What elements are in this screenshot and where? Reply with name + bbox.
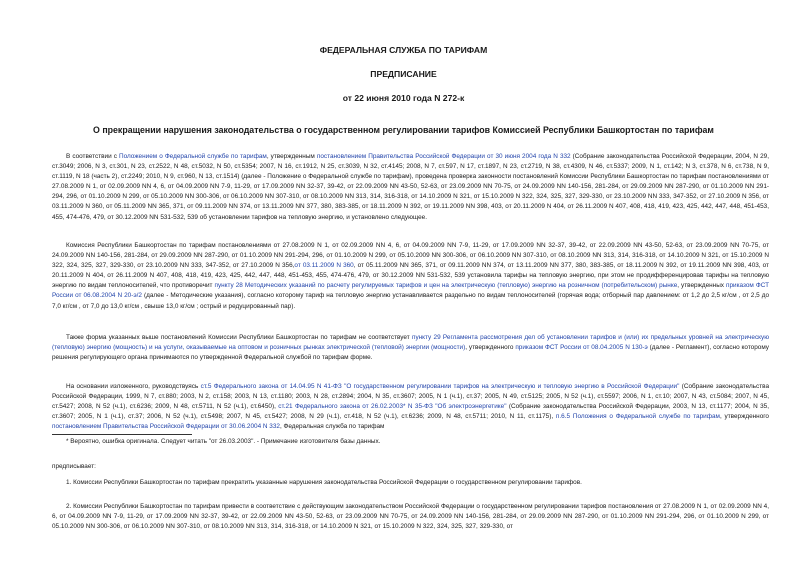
footnote: * Вероятно, ошибка оригинала. Следует читать "от 26.03.2003". - Примечание изготовителя базы данных. <box>66 438 381 445</box>
paragraph-intro: В соответствии с Положением о Федеральной службе по тарифам, утвержденным постановлением Правительства Российской Федерации от 30 июня 2004 года N 332 (Собрание законодательства Российской Федерации, 2004, N 29, ст.3049; 2006, N 3, ст.301, N 23, ст.2522, N 48, ст.5032, N 50, ст.5354; 2007, N 16, ст.1912, N 25, ст.3039, N 32, ст.4145; 2008, N 7, ст.597, N 17, ст.1897, N 23, ст.2719, N 38, ст.4309, N 46, ст.5337; 2009, N 1, ст.142; N 3, ст.378, N 6, ст.738, N 9, ст.1119, N 18 (часть 2), ст.2249; 2010, N 9, ст.960, N 13, ст.1514) (далее - Положение о Федеральной службе по тарифам), проведена проверка законности постановлений Комиссии Республики Башкортостан по тарифам постановлениями от 27.08.2009 N 1, от 02.09.2009 NN 4, 6, от 04.09.2009 NN 7-9, 11-29, от 17.09.2009 NN 32-37, 39-42, от 22.09.2009 NN 43-50, 52-63, от 23.09.2009 NN 70-75, от 24.09.2009 NN 140-156, 281-284, от 29.09.2009 NN 287-290, от 01.10.2009 NN 291-294, 296, от 01.10.2009 N 299, от 05.10.2009 NN 300-306, от 06.10.2009 NN 307-310, от 08.10.2009 NN 313, 314, 316-318, от 14.10.2009 N 321, от 15.10.2009 N 322, 324, 325, 327, 329-330, от 23.10.2009 NN 333, 347-352, от 27.10.2009 N 356, от 03.11.2009 N 360, от 05.11.2009 NN 365, 371, от 09.11.2009 NN 374, от 13.11.2009 NN 377, 380, 383-385, от 18.11.2009 N 392, от 19.11.2009 NN 398, 403, от 20.11.2009 N 404, от 26.11.2009 N 407, 408, 418, 419, 423, 425, 442, 447, 448, 451-453, 455, 474-476, 479, от 30.12.2009 NN 531-532, 539 об установлении тарифов на тепловую энергию, и установлено следующее. <box>52 153 769 221</box>
paragraph-violation-form: Также форма указанных выше постановлений Комиссии Республики Башкортостан по тарифам не соответствует пункту 29 Регламента рассмотрения дел об установлении тарифов и (или) их предельных уровней на электрическую (тепловую) энергию (мощность) и на услуги, оказываемые на оптовом и розничных рынках электрической (тепловой) энергии (мощности), утвержденного приказом ФСТ России от 08.04.2005 N 130-э (далее - Регламент), согласно которому решения регулирующего органа принимаются по утвержденной Федеральной службой по тарифам форме. <box>52 334 770 362</box>
document-kind-heading: ПРЕДПИСАНИЕ <box>370 69 437 79</box>
link-fst-regulation[interactable]: Положением о Федеральной службе по тарифам <box>118 153 267 160</box>
link-regulation-p29[interactable]: пункту 29 Регламента рассмотрения дел об установлении тарифов и (или) их предельных уровней на электрическую (тепловую) энергию (мощность) и на услуги, оказываемые на оптовом и розничных рынках электрической (тепловой) энергии (мощности) <box>52 334 769 352</box>
document-title: О прекращении нарушения законодательства о государственном регулировании тарифов Комиссией Республики Башкортостан по тарифам <box>93 125 714 135</box>
link-law-35fz-art21[interactable]: ст.21 Федерального закона от 26.02.2003* N 35-ФЗ "Об электроэнергетике" <box>278 403 507 411</box>
link-fst-order-20e2[interactable]: приказом ФСТ России от 06.08.2004 N 20-э/2 <box>52 282 769 300</box>
link-government-decree-332[interactable]: постановлением Правительства Российской Федерации от 30 июня 2004 года N 332 <box>316 153 571 160</box>
link-fst-regulation-p65[interactable]: п.6.5 Положения о Федеральной службе по тарифам <box>555 413 720 421</box>
link-government-decree-332-b[interactable]: постановлением Правительства Российской Федерации от 30.06.2004 N 332 <box>52 423 280 431</box>
link-law-41fz-art5[interactable]: ст.5 Федерального закона от 14.04.95 N 41-ФЗ "О государственном регулировании тарифов на электрическую и тепловую энергию в Российской Федерации" <box>200 383 680 390</box>
paragraph-item-1: 1. Комиссии Республики Башкортостан по тарифам прекратить указанные нарушения законодательства Российской Федерации о государственном регулировании тарифов. <box>66 479 582 486</box>
paragraph-item-2: 2. Комиссии Республики Башкортостан по тарифам привести в соответствие с действующим законодательством Российской Федерации о государственном регулировании тарифов постановления от 27.08.2009 N 1, от 02.09.2009 NN 4, 6, от 04.09.2009 NN 7-9, 11-29, от 17.09.2009 NN 32-37, 39-42, от 22.09.2009 NN 43-50, 52-63, от 23.09.2009 NN 70-75, от 24.09.2009 NN 140-156, 281-284, от 29.09.2009 NN 287-290, от 01.10.2009 NN 291-294, 296, от 01.10.2009 N 299, от 05.10.2009 NN 300-306, от 06.10.2009 NN 307-310, от 08.10.2009 NN 313, 314, 316-318, от 14.10.2009 N 321, от 15.10.2009 N 322, 324, 325, 327, 329-330, от <box>52 503 769 531</box>
link-decree-360[interactable]: от 03.11.2009 N 360 <box>294 262 354 270</box>
link-fst-order-130e[interactable]: приказом ФСТ России от 08.04.2005 N 130-э <box>515 344 648 352</box>
agency-heading: ФЕДЕРАЛЬНАЯ СЛУЖБА ПО ТАРИФАМ <box>319 45 488 55</box>
document-date-number: от 22 июня 2010 года N 272-к <box>342 93 465 103</box>
paragraph-prescribes: предписывает: <box>52 463 96 470</box>
paragraph-legal-basis: На основании изложенного, руководствуясь ст.5 Федерального закона от 14.04.95 N 41-ФЗ "О государственном регулировании тарифов на электрическую и тепловую энергию в Российской Федерации" (Собрание законодательства Российской Федерации, 1999, N 7, ст.880; 2003, N 2, ст.158; 2003, N 13, ст.1180; 2003, N 28, ст.2894; 2004, N 35, ст.3607; 2005, N 1 (ч.1), ст.37; 2005, N 49, ст.5125; 2005, N 52 (ч.1), ст.5597; 2006, N 1, ст.10; 2007, N 43, ст.5084; 2007, N 45, ст.5427; 2008, N 52 (ч.1), ст.6236; 2009, N 48, ст.5711, N 52 (ч.1), ст.6450), ст.21 Федерального закона от 26.02.2003* N 35-ФЗ "Об электроэнергетике" (Собрание законодательства Российской Федерации, 2003, N 13, ст.1177; 2004, N 35, ст.3607; 2005, N 1 (ч.1), ст.37; 2006, N 52 (ч.1), ст.5498; 2007, N 45, ст.5427; 2008, N 29 (ч.1), ст.418, N 52 (ч.1), ст.6236; 2009, N 48, ст.5711; 2010, N 11, ст.1175), п.6.5 Положения о Федеральной службе по тарифам, утвержденного постановлением Правительства Российской Федерации от 30.06.2004 N 332, Федеральная служба по тарифам <box>52 383 770 431</box>
footnote-divider <box>52 434 192 435</box>
link-methodical-guidelines-p28[interactable]: пункту 28 Методических указаний по расчету регулируемых тарифов и цен на электрическую (тепловую) энергию на розничном (потребительском) рынке <box>214 282 678 290</box>
paragraph-violation-tariffs: Комиссия Республики Башкортостан по тарифам постановлениями от 27.08.2009 N 1, от 02.09.2009 NN 4, 6, от 04.09.2009 NN 7-9, 11-29, от 17.09.2009 NN 32-37, 39-42, от 22.09.2009 NN 43-50, 52-63, от 23.09.2009 NN 70-75, от 24.09.2009 NN 140-156, 281-284, от 29.09.2009 NN 287-290, от 01.10.2009 NN 291-294, 296, от 01.10.2009 N 299, от 05.10.2009 NN 300-306, от 06.10.2009 NN 307-310, от 08.10.2009 NN 313, 314, 316-318, от 14.10.2009 N 321, от 15.10.2009 N 322, 324, 325, 327, 329-330, от 23.10.2009 NN 333, 347-352, от 27.10.2009 N 356,от 03.11.2009 N 360, от 05.11.2009 NN 365, 371, от 09.11.2009 NN 374, от 13.11.2009 NN 377, 380, 383-385, от 18.11.2009 N 392, от 19.11.2009 NN 398, 403, от 20.11.2009 N 404, от 26.11.2009 N 407, 408, 418, 419, 423, 425, 442, 447, 448, 451-453, 455, 474-476, 479, от 30.12.2009 NN 531-532, 539 установила тарифы на тепловую энергию, при этом не продифференцировав тарифы на тепловую энергию по видам теплоносителей, что противоречит пункту 28 Методических указаний по расчету регулируемых тарифов и цен на электрическую (тепловую) энергию на розничном (потребительском) рынке, утвержденных приказом ФСТ России от 06.08.2004 N 20-э/2 (далее - Методические указания), согласно которому тариф на тепловую энергию устанавливается раздельно по видам теплоносителей (горячая вода; отборный пар давлением: от 1,2 до 2,5 кг/см , от 2,5 до 7,0 кг/см , от 7,0 до 13,0 кг/см , свыше 13,0 кг/см ; острый и редуцированный пар). <box>52 242 770 310</box>
